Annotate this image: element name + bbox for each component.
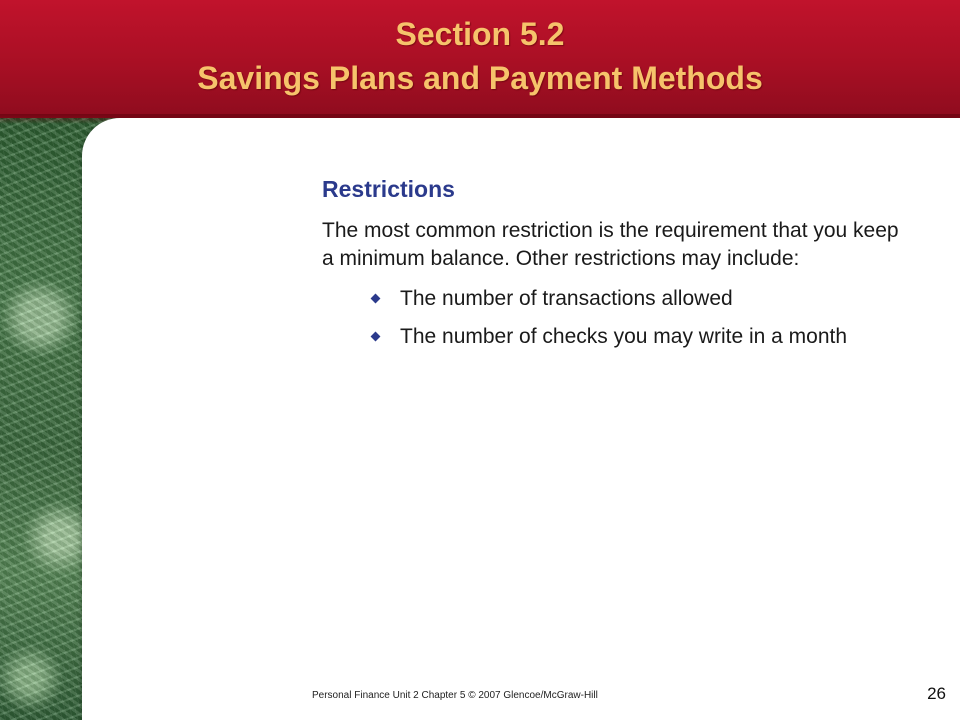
body-paragraph: The most common restriction is the requirement that you keep a minimum balance. Other restrictions may include: (322, 219, 899, 270)
list-item (322, 285, 902, 313)
title-line-1: Section 5.2 (395, 16, 565, 52)
footer-credit: Personal Finance Unit 2 Chapter 5 © 2007 Glencoe/McGraw-Hill (312, 690, 598, 701)
bullet-text: The number of transactions allowed (400, 287, 733, 310)
diamond-bullet-icon (371, 332, 381, 342)
slide-title (0, 12, 960, 100)
title-line-2: Savings Plans and Payment Methods (197, 60, 763, 96)
diamond-bullet-icon (371, 294, 381, 304)
body-block (322, 176, 902, 361)
page-number: 26 (927, 684, 946, 703)
list-item (322, 323, 902, 351)
section-heading: Restrictions (322, 176, 455, 202)
bullet-list (322, 285, 902, 351)
bullet-text: The number of checks you may write in a month (400, 325, 848, 348)
